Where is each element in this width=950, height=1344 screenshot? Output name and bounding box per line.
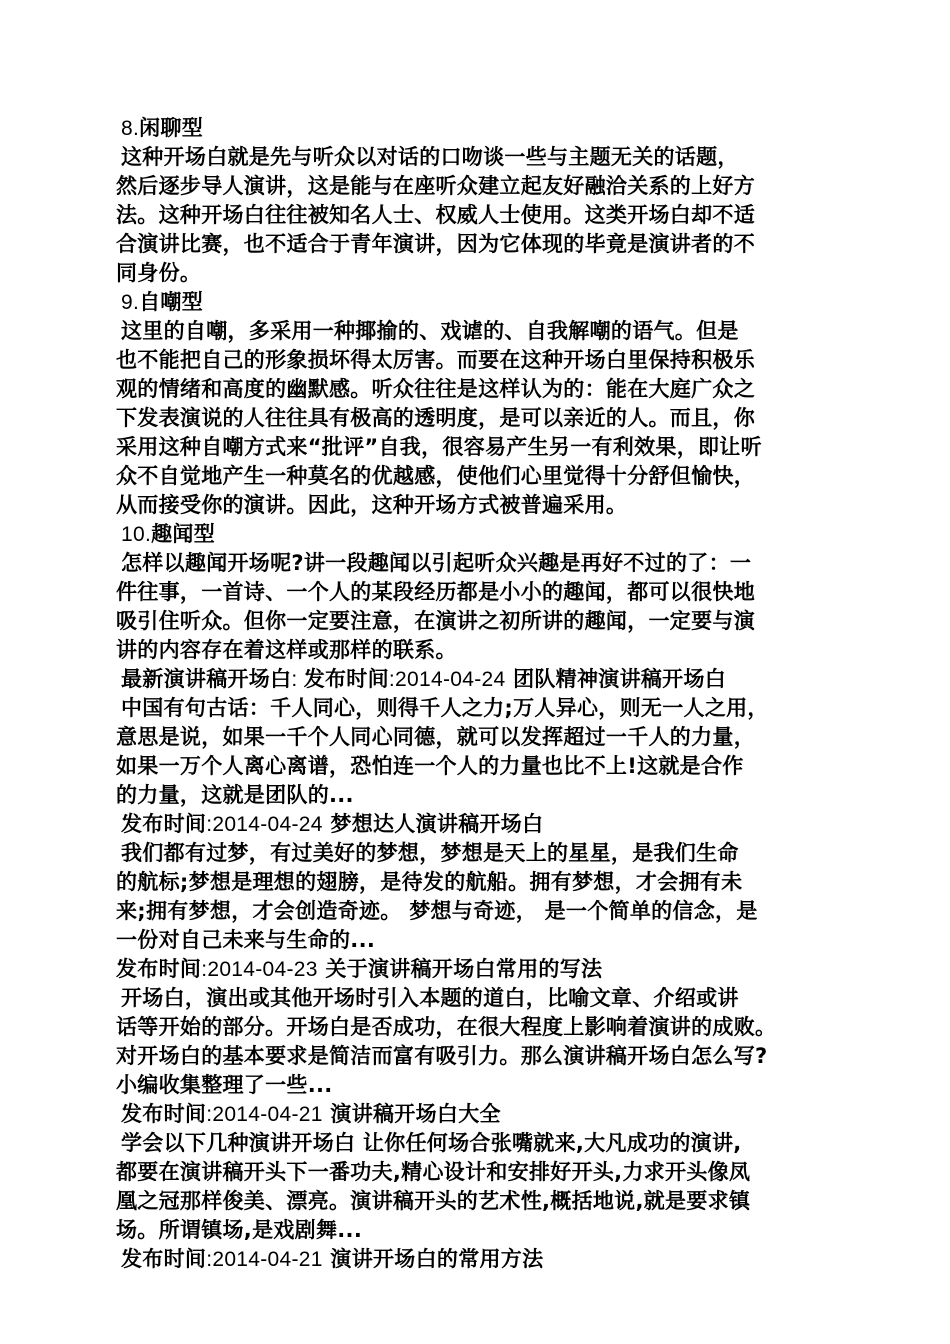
paragraph-line: 讲的内容存在着这样或那样的联系。	[116, 638, 457, 662]
paragraph-line: 怎样以趣闻开场呢?讲一段趣闻以引起听众兴趣是再好不过的了：一	[121, 551, 752, 575]
publish-line	[116, 955, 846, 984]
publish-date: 2014-04-24	[212, 813, 323, 836]
paragraph-line: 吸引住听众。但你一定要注意，在演讲之初所讲的趣闻，一定要与演	[116, 609, 755, 633]
publish-line	[116, 1100, 846, 1129]
publish-time-label: 发布时间	[116, 957, 202, 981]
paragraph-line: 然后逐步导人演讲，这是能与在座听众建立起友好融洽关系的上好方	[116, 174, 755, 198]
paragraph-line: 观的情绪和高度的幽默感。听众往往是这样认为的：能在大庭广众之	[116, 377, 755, 401]
article-excerpt-line: 来;拥有梦想，才会创造奇迹。 梦想与奇迹， 是一个简单的信念，是	[116, 899, 758, 923]
paragraph-line: 法。这种开场白往往被知名人士、权威人士使用。这类开场白却不适	[116, 203, 755, 227]
publish-time-label: 发布时间	[121, 812, 207, 836]
publish-colon: :	[206, 1103, 213, 1126]
article-excerpt-line: 凰之冠那样俊美、漂亮。演讲稿开头的艺术性,概括地说,就是要求镇	[116, 1189, 751, 1213]
publish-date: 2014-04-21	[212, 1103, 323, 1126]
publish-colon: :	[388, 668, 396, 691]
section-title: 闲聊型	[139, 116, 204, 140]
article-excerpt-line: 我们都有过梦，有过美好的梦想，梦想是天上的星星，是我们生命	[121, 841, 739, 865]
article-title-link[interactable]: 梦想达人演讲稿开场白	[330, 812, 544, 836]
article-title-link[interactable]: 关于演讲稿开场白常用的写法	[325, 957, 603, 981]
publish-date: 2014-04-23	[207, 958, 318, 981]
article-excerpt-line: 话等开始的部分。开场白是否成功，在很大程度上影响着演讲的成败。	[116, 1015, 777, 1039]
paragraph-line: 众不自觉地产生一种莫名的优越感，使他们心里觉得十分舒但愉快，	[116, 464, 755, 488]
publish-line	[116, 1245, 846, 1274]
publish-time-label: 发布时间	[121, 1102, 207, 1126]
publish-date: 2014-04-21	[212, 1248, 323, 1271]
article-excerpt-line: 的航标;梦想是理想的翅膀，是待发的航船。拥有梦想，才会拥有未	[116, 870, 743, 894]
section-title: 自嘲型	[139, 290, 204, 314]
article-excerpt-line: 学会以下几种演讲开场白 让你任何场合张嘴就来,大凡成功的演讲,	[121, 1131, 742, 1155]
article-excerpt-line: 小编收集整理了一些...	[116, 1073, 333, 1097]
section-number: 8.	[121, 117, 140, 140]
article-title-link[interactable]: 演讲稿开场白大全	[330, 1102, 501, 1126]
publish-colon: :	[201, 958, 208, 981]
publish-line	[116, 810, 846, 839]
article-excerpt-line: 意思是说，如果一千个人同心同德，就可以发挥超过一千人的力量，	[116, 725, 755, 749]
paragraph-line: 件往事，一首诗、一个人的某段经历都是小小的趣闻，都可以很快地	[116, 580, 755, 604]
article-excerpt-line: 场。所谓镇场,是戏剧舞...	[116, 1218, 363, 1242]
latest-label: 最新演讲稿开场白	[121, 667, 292, 691]
paragraph-line: 同身份。	[116, 261, 202, 285]
paragraph-line: 合演讲比赛，也不适合于青年演讲，因为它体现的毕竟是演讲者的不	[116, 232, 755, 256]
document-body	[116, 114, 846, 1274]
article-excerpt-line: 都要在演讲稿开头下一番功夫,精心设计和安排好开头,力求开头像凤	[116, 1160, 751, 1184]
publish-time-label: 发布时间	[303, 667, 389, 691]
section-number: 10.	[121, 523, 152, 546]
article-excerpt-line: 开场白，演出或其他开场时引入本题的道白，比喻文章、介绍或讲	[121, 986, 739, 1010]
publish-colon: :	[206, 813, 213, 836]
section-heading	[116, 520, 846, 549]
article-excerpt-line: 中国有句古话：千人同心，则得千人之力;万人异心，则无一人之用，	[121, 696, 769, 720]
paragraph-line: 这里的自嘲，多采用一种揶揄的、戏谑的、自我解嘲的语气。但是	[121, 319, 739, 343]
paragraph-line: 也不能把自己的形象损坏得太厉害。而要在这种开场白里保持积极乐	[116, 348, 755, 372]
section-heading	[116, 288, 846, 317]
latest-separator: :	[291, 668, 304, 691]
section-heading	[116, 114, 846, 143]
article-excerpt-line: 如果一万个人离心离谱，恐怕连一个人的力量也比不上!这就是合作	[116, 754, 744, 778]
publish-date: 2014-04-24	[395, 668, 506, 691]
publish-colon: :	[206, 1248, 213, 1271]
paragraph-line: 从而接受你的演讲。因此，这种开场方式被普遍采用。	[116, 493, 628, 517]
section-title: 趣闻型	[151, 522, 215, 546]
article-excerpt-line: 对开场白的基本要求是简洁而富有吸引力。那么演讲稿开场白怎么写?	[116, 1044, 768, 1068]
paragraph-line: 下发表演说的人往往具有极高的透明度，是可以亲近的人。而且，你	[116, 406, 755, 430]
paragraph-line: 这种开场白就是先与听众以对话的口吻谈一些与主题无关的话题，	[121, 145, 739, 169]
publish-time-label: 发布时间	[121, 1247, 207, 1271]
section-number: 9.	[121, 291, 140, 314]
article-excerpt-line: 的力量，这就是团队的...	[116, 783, 354, 807]
paragraph-line: 采用这种自嘲方式来“批评”自我，很容易产生另一有利效果，即让听	[116, 435, 762, 459]
article-excerpt-line: 一份对自己未来与生命的...	[116, 928, 376, 952]
latest-header	[116, 665, 846, 694]
article-title-link[interactable]: 演讲开场白的常用方法	[330, 1247, 544, 1271]
article-title-link[interactable]: 团队精神演讲稿开场白	[513, 667, 727, 691]
